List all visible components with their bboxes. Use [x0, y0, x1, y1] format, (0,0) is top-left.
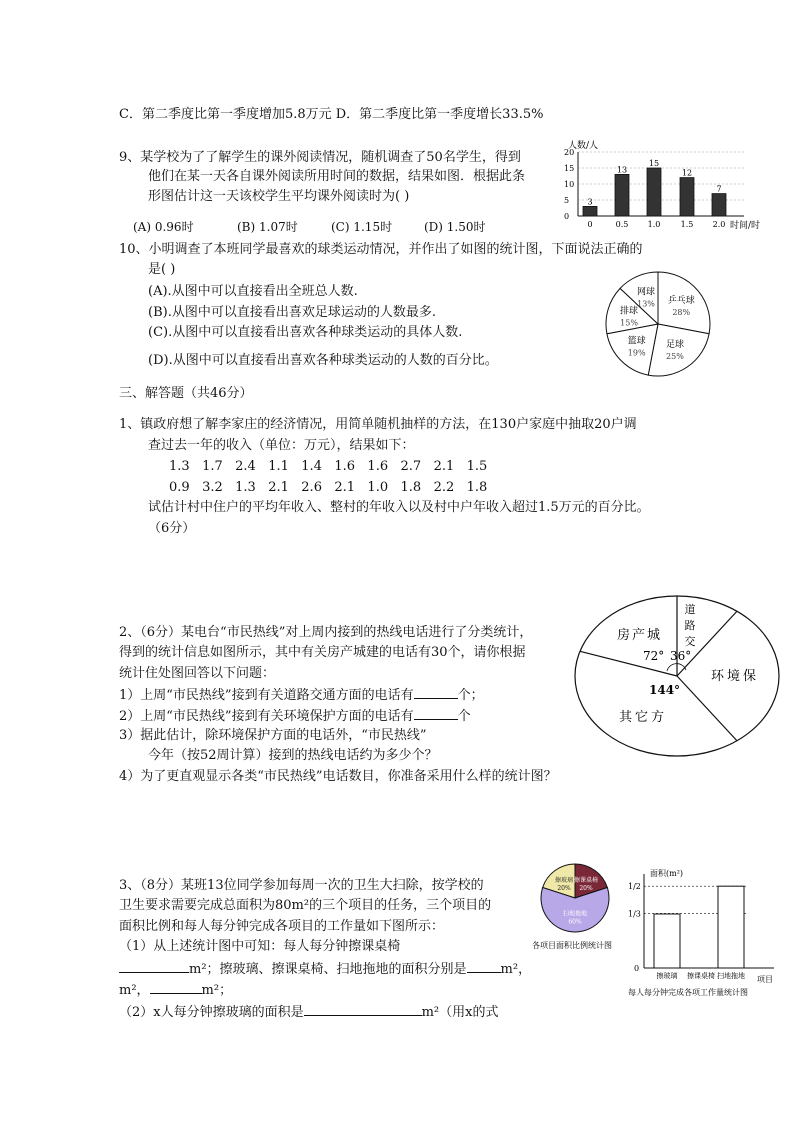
p2-q2: 2）上周“市民热线”接到有关环境保护方面的电话有 个	[119, 709, 471, 724]
p1-line2: 查过去一年的收入（单位：万元），结果如下：	[148, 438, 415, 453]
hotline-label-housing: 房产城	[617, 628, 663, 643]
q9-line2: 他们在某一天各自课外阅读所用时间的数据，结果如图．根据此条	[148, 169, 526, 184]
answer-blank[interactable]	[150, 981, 202, 994]
p2-line1: 2、（6分）某电台“市民热线”对上周内接到的热线电话进行了分类统计，	[119, 625, 533, 640]
pie-caption: 各项目面积比例统计图	[532, 941, 612, 950]
q9-option-a: (A) 0.96时	[133, 220, 194, 234]
bar2-caption: 每人每分钟完成各项工作量统计图	[628, 988, 748, 997]
area-pie-label: 擦课桌椅	[573, 876, 598, 884]
answer-blank[interactable]	[467, 960, 501, 973]
sports-pie-percent: 15%	[620, 318, 638, 328]
q9-option-d: (D) 1.50时	[424, 220, 486, 234]
p3-q1-line2: m²；擦玻璃、擦课桌椅、扫地拖地的面积分别是 m²，	[119, 960, 531, 978]
bar2-x-tick-label: 扫地拖地	[717, 972, 745, 980]
bar-y-tick-label: 15	[564, 164, 575, 173]
p2-q1: 1）上周“市民热线”接到有关道路交通方面的电话有 个；	[119, 688, 484, 703]
p3-q1-line3: m²， m²；	[119, 983, 233, 998]
bar-ylabel: 人数/人	[568, 141, 599, 151]
area-pie-label: 擦玻璃	[555, 876, 574, 884]
option-line-c: C．第二季度比第一季度增加5.8万元 D．第二季度比第一季度增长33.5%	[119, 107, 544, 122]
bar2-bar	[718, 886, 744, 968]
area-pie-percent: 20%	[579, 884, 593, 892]
reading-time-bar-chart	[562, 134, 780, 234]
q9-line3: 形图估计这一天该校学生平均课外阅读时为( )	[148, 189, 410, 204]
bar2-x-tick-label: 擦玻璃	[656, 972, 678, 980]
bar-y-tick-label: 5	[564, 196, 570, 205]
ball-sports-pie-chart	[602, 268, 714, 380]
p1-data-row1: 1.3 1.7 2.4 1.1 1.4 1.6 1.6 2.7 2.1 1.5	[169, 459, 488, 474]
q9-option-b: (B) 1.07时	[237, 220, 298, 234]
bar-x-tick-label: 2.0	[712, 220, 726, 229]
bar-value-label: 7	[716, 184, 722, 194]
p2-line2: 得到的统计信息如图所示，其中有关房产城建的电话有30个，请你根据	[119, 645, 526, 660]
bar2-y-tick-label: 0	[634, 964, 640, 973]
hotline-label-other: 其它方	[619, 710, 668, 725]
sports-pie-label: 排球	[620, 306, 639, 317]
hotline-pie-chart	[573, 593, 781, 761]
hotline-angle-label: 36°	[670, 649, 692, 663]
p3-q2: （2）x人每分钟擦玻璃的面积是 m²（用x的式	[119, 1005, 499, 1020]
bar-xlabel: 时间/时	[730, 221, 761, 231]
bar2-bar	[654, 914, 680, 968]
p3-line2: 卫生要求需要完成总面积为80m²的三个项目的任务，三个项目的	[119, 898, 492, 913]
hotline-label-road-char: 道	[684, 603, 696, 616]
bar	[680, 178, 694, 216]
q10-option-c: (C).从图中可以直接看出喜欢各种球类运动的具体人数.	[148, 325, 463, 340]
p2-line3: 统计住处图回答以下问题：	[119, 666, 276, 681]
p2-q3b: 今年（按52周计算）接到的热线电话约为多少个？	[148, 748, 438, 763]
sports-pie-slice	[648, 324, 709, 376]
p2-q3: 3）据此估计，除环境保护方面的电话外，“市民热线”	[119, 728, 427, 743]
sports-pie-label: 足球	[665, 339, 684, 350]
sports-pie-percent: 13%	[637, 299, 655, 309]
sports-pie-percent: 25%	[666, 351, 684, 361]
bar	[712, 194, 726, 216]
sports-pie-label: 网球	[637, 287, 656, 298]
p1-line4: （6分）	[148, 521, 196, 536]
hotline-angle-label: 72°	[643, 649, 665, 663]
hotline-angle-label: 144°	[649, 683, 681, 697]
bar-value-label: 13	[616, 165, 628, 175]
bar-value-label: 12	[681, 168, 693, 178]
bar-value-label: 3	[587, 197, 593, 207]
bar	[615, 174, 629, 216]
p3-line3: 面积比例和每人每分钟完成各项目的工作量如下图所示：	[119, 919, 445, 934]
p1-line3: 试估计村中住户的平均年收入、整村的年收入以及村中户年收入超过1.5万元的百分比。	[148, 500, 650, 515]
work-rate-bar-chart	[626, 864, 778, 1002]
hotline-label-environment: 环境保	[711, 669, 760, 684]
answer-blank[interactable]	[304, 1003, 422, 1016]
bar2-ylabel: 面积(m²)	[650, 869, 684, 878]
bar-x-tick-label: 1.0	[647, 220, 661, 229]
bar-x-tick-label: 1.5	[680, 220, 694, 229]
bar-y-tick-label: 20	[564, 148, 575, 157]
area-pie-label: 扫地拖地	[562, 910, 588, 918]
q10-option-a: (A).从图中可以直接看出全班总人数.	[148, 284, 358, 299]
bar2-y-tick-label: 1/3	[628, 909, 641, 919]
bar	[647, 168, 661, 216]
sports-pie-percent: 19%	[627, 348, 646, 358]
sports-pie-label: 乒乓球	[667, 295, 695, 306]
answer-blank[interactable]	[414, 707, 458, 720]
p1-data-row2: 0.9 3.2 1.3 2.1 2.6 2.1 1.0 1.8 2.2 1.8	[169, 480, 488, 495]
bar2-y-tick-label: 1/2	[628, 882, 641, 892]
bar-value-label: 15	[648, 159, 660, 168]
hotline-label-road-char: 路	[684, 619, 696, 632]
q10-line1: 10、小明调查了本班同学最喜欢的球类运动情况，并作出了如图的统计图，下面说法正确的	[119, 242, 643, 257]
bar-y-tick-label: 0	[564, 212, 570, 221]
q10-line2: 是( )	[148, 262, 176, 277]
bar-y-tick-label: 10	[564, 180, 575, 189]
answer-blank[interactable]	[119, 960, 189, 973]
bar2-x-tick-label: 擦课桌椅	[687, 972, 715, 980]
bar-x-tick-label: 0	[587, 220, 593, 229]
sports-pie-percent: 28%	[672, 307, 691, 317]
section-title: 三、解答题（共46分）	[119, 386, 253, 401]
sports-pie-label: 篮球	[627, 336, 646, 347]
q9-option-c: (C) 1.15时	[331, 220, 393, 234]
p1-line1: 1、镇政府想了解李家庄的经济情况，用简单随机抽样的方法，在130户家庭中抽取20户调	[119, 417, 637, 432]
area-proportion-pie-chart	[530, 860, 620, 952]
q10-option-d: (D).从图中可以直接看出喜欢各种球类运动的人数的百分比。	[148, 353, 498, 368]
bar	[583, 206, 597, 216]
bar2-xlabel: 项目	[757, 975, 773, 984]
p3-q1: （1）从上述统计图中可知：每人每分钟擦课桌椅	[119, 939, 401, 954]
answer-blank[interactable]	[414, 686, 458, 699]
area-pie-percent: 60%	[568, 918, 582, 926]
hotline-label-road-char: 交	[684, 635, 696, 648]
q10-option-b: (B).从图中可以直接看出喜欢足球运动的人数最多.	[148, 305, 436, 320]
p2-q4: 4）为了更直观显示各类“市民热线”电话数目，你准备采用什么样的统计图？	[119, 769, 557, 784]
bar-x-tick-label: 0.5	[615, 220, 629, 229]
p3-line1: 3、（8分）某班13位同学参加每周一次的卫生大扫除，按学校的	[119, 878, 484, 893]
area-pie-percent: 20%	[557, 884, 571, 892]
q9-line1: 9、某学校为了了解学生的课外阅读情况，随机调查了50名学生，得到	[119, 150, 521, 165]
